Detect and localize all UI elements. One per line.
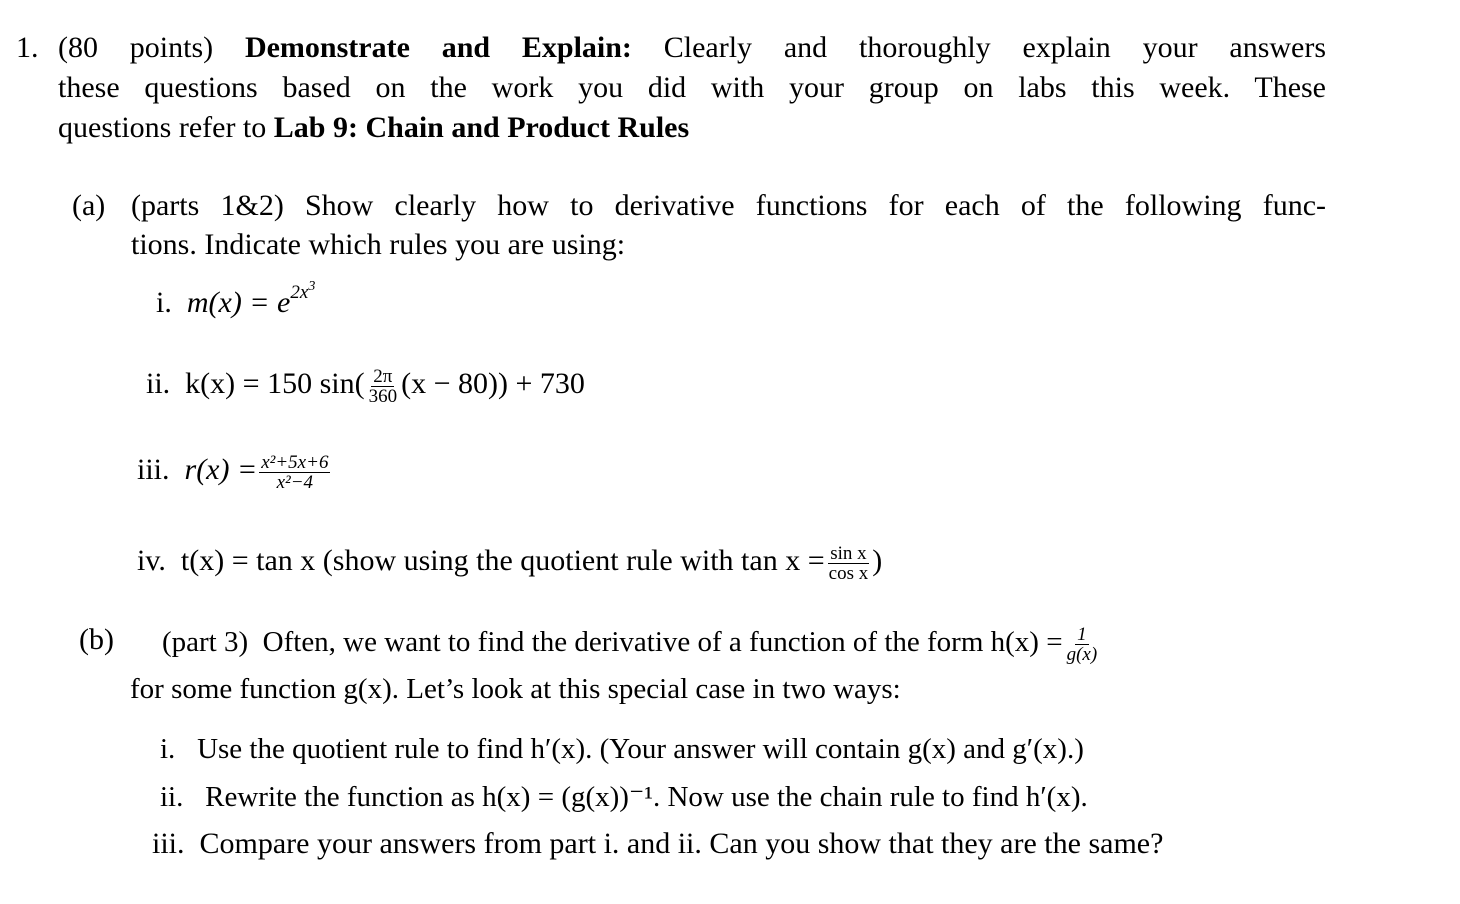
part-b-item-1: i. Use the quotient rule to find h′(x). (Your answer will contain g(x) and g′(x).) bbox=[160, 733, 1084, 765]
part-a-line1: (parts 1&2) Show clearly how to derivative functions for each of the following func- bbox=[131, 189, 1326, 222]
formula-k: k(x) = 150 sin( $\frac{2\pi}{360}$ (x − 80)) + 730 bbox=[185, 365, 585, 407]
question-intro-rest: Clearly and thoroughly explain your answers bbox=[663, 31, 1327, 64]
part-b-label: (b) bbox=[79, 623, 114, 656]
roman-numeral: iii. bbox=[152, 827, 185, 860]
part-a-item-1 bbox=[156, 279, 316, 321]
fraction: $\frac{\text{x²+5x+6}}{\text{x²−4}}$ bbox=[261, 451, 329, 493]
part-b-item-3: iii. Compare your answers from part i. and ii. Can you show that they are the same? bbox=[152, 827, 1164, 860]
part-a-item-3 bbox=[137, 452, 332, 492]
fraction: $\frac{1}{g(x)}$ bbox=[1066, 624, 1098, 665]
part-a-label: (a) bbox=[72, 189, 106, 222]
lab-title: Lab 9: Chain and Product Rules bbox=[273, 111, 690, 144]
part-b-item-2: ii. Rewrite the function as h(x) = (g(x))⁻¹. Now use the chain rule to find h′(x). bbox=[160, 781, 1088, 813]
question-intro-line3: questions refer to Lab 9: Chain and Product Rules bbox=[58, 111, 690, 144]
roman-numeral: i. bbox=[160, 733, 176, 765]
roman-numeral: iii. bbox=[137, 453, 170, 486]
question-intro-line1 bbox=[58, 30, 1326, 66]
fraction: $\frac{\text{sin x}}{\text{cos x}}$ bbox=[828, 542, 869, 584]
question-number: 1. bbox=[16, 31, 39, 64]
part-b-line1: (part 3) Often, we want to find the derivative of a function of the form h(x) = $\frac{1}{g(x)}$ bbox=[162, 624, 1098, 665]
part-a-item-4 bbox=[137, 543, 882, 583]
question-intro-line2: these questions based on the work you did with your group on labs this week. These bbox=[58, 71, 1326, 104]
roman-numeral: ii. bbox=[160, 781, 184, 813]
question-points: (80 points) bbox=[58, 31, 214, 64]
formula-m: $m(x) = e^{2x^3}$ bbox=[186, 279, 316, 319]
roman-numeral: i. bbox=[156, 286, 172, 319]
part-a-line2: tions. Indicate which rules you are using: bbox=[131, 228, 626, 261]
roman-numeral: iv. bbox=[137, 544, 166, 577]
part-b-prefix: (part 3) bbox=[162, 626, 249, 659]
part-b-line2: for some function g(x). Let’s look at this special case in two ways: bbox=[130, 673, 901, 705]
question-heading: Demonstrate and Explain: bbox=[244, 31, 632, 64]
fraction: $\frac{2\pi}{360}$ bbox=[368, 365, 398, 407]
roman-numeral: ii. bbox=[146, 367, 171, 400]
formula-r: r(x) = $\frac{\text{x²+5x+6}}{\text{x²−4}}$ bbox=[184, 451, 329, 493]
part-a-item-2 bbox=[146, 366, 585, 406]
formula-t: t(x) = tan x (show using the quotient rule with tan x = $\frac{\text{sin x}}{\text{cos x}}$ ) bbox=[180, 542, 883, 584]
